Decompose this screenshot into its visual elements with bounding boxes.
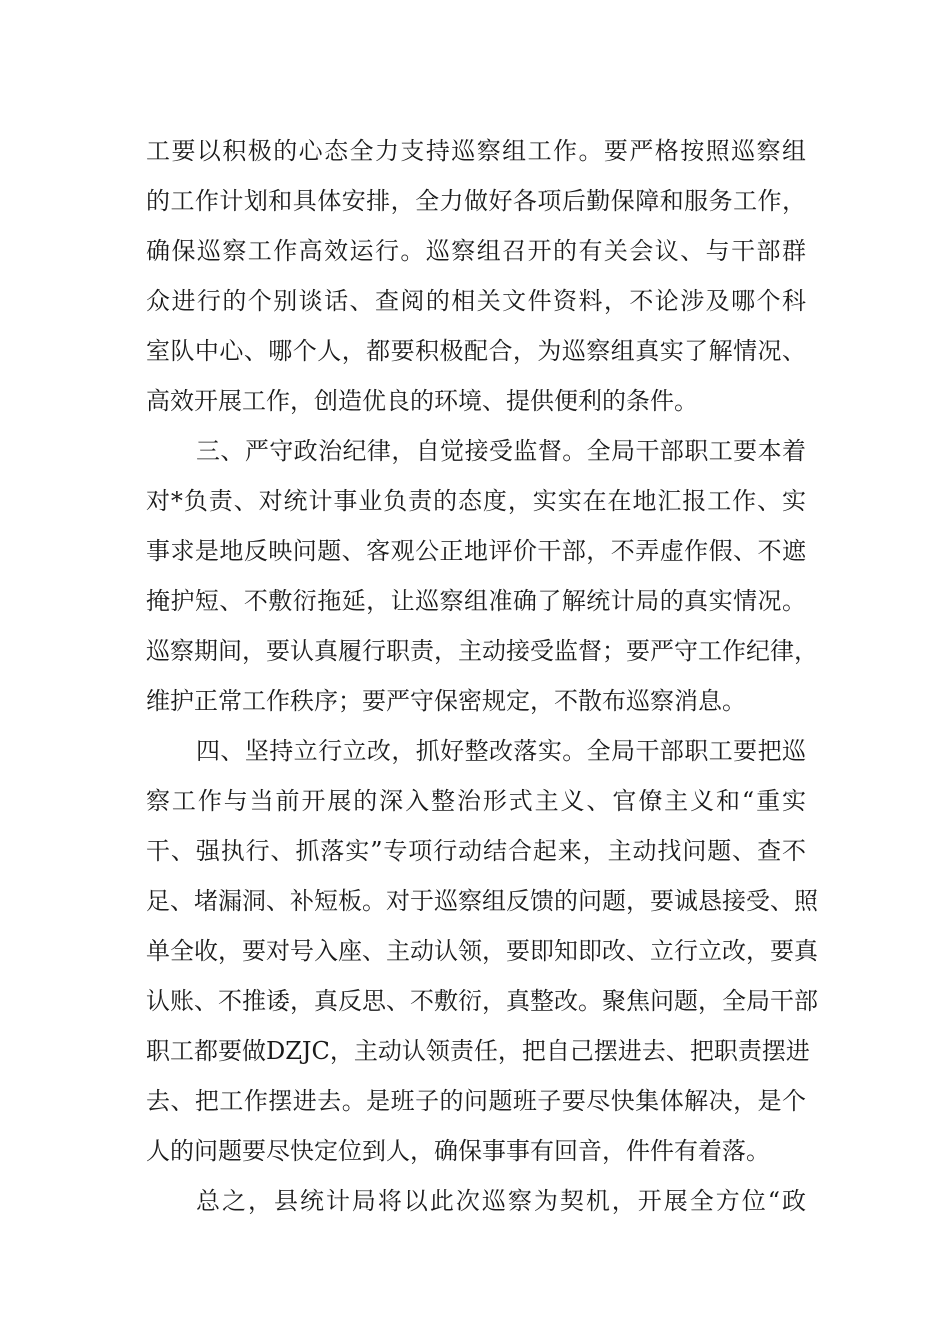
paragraph-line: 总之，县统计局将以此次巡察为契机，开展全方位“政	[196, 1187, 806, 1215]
paragraph-line: 掩护短、不敷衍拖延，让巡察组准确了解统计局的真实情况。	[146, 587, 806, 615]
paragraph-line: 室队中心、哪个人，都要积极配合，为巡察组真实了解情况、	[146, 337, 806, 365]
paragraph-line: 干、强执行、抓落实”专项行动结合起来，主动找问题、查不	[146, 837, 806, 865]
section-heading-line: 四、坚持立行立改，抓好整改落实。全局干部职工要把巡	[196, 737, 806, 765]
paragraph-line: 的工作计划和具体安排，全力做好各项后勤保障和服务工作，	[146, 187, 806, 215]
paragraph-line: 众进行的个别谈话、查阅的相关文件资料，不论涉及哪个科	[146, 287, 806, 315]
paragraph-line: 职工都要做DZJC，主动认领责任，把自己摆进去、把职责摆进	[146, 1037, 810, 1065]
paragraph-line: 察工作与当前开展的深入整治形式主义、官僚主义和“重实	[146, 787, 806, 815]
paragraph-line: 认账、不推诿，真反思、不敷衍，真整改。聚焦问题，全局干部	[146, 987, 818, 1015]
paragraph-line: 确保巡察工作高效运行。巡察组召开的有关会议、与干部群	[146, 237, 806, 265]
paragraph-line: 去、把工作摆进去。是班子的问题班子要尽快集体解决，是个	[146, 1087, 806, 1115]
paragraph-line: 事求是地反映问题、客观公正地评价干部，不弄虚作假、不遮	[146, 537, 806, 565]
paragraph-line: 工要以积极的心态全力支持巡察组工作。要严格按照巡察组	[146, 137, 806, 165]
paragraph-line: 人的问题要尽快定位到人，确保事事有回音，件件有着落。	[146, 1137, 770, 1165]
paragraph-line: 巡察期间，要认真履行职责，主动接受监督；要严守工作纪律，	[146, 637, 818, 665]
paragraph-line: 单全收，要对号入座、主动认领，要即知即改、立行立改，要真	[146, 937, 818, 965]
paragraph-line: 对*负责、对统计事业负责的态度，实实在在地汇报工作、实	[146, 487, 806, 515]
paragraph-line: 高效开展工作，创造优良的环境、提供便利的条件。	[146, 387, 698, 415]
section-heading-line: 三、严守政治纪律，自觉接受监督。全局干部职工要本着	[196, 437, 806, 465]
paragraph-line: 维护正常工作秩序；要严守保密规定，不散布巡察消息。	[146, 687, 746, 715]
paragraph-line: 足、堵漏洞、补短板。对于巡察组反馈的问题，要诚恳接受、照	[146, 887, 818, 915]
